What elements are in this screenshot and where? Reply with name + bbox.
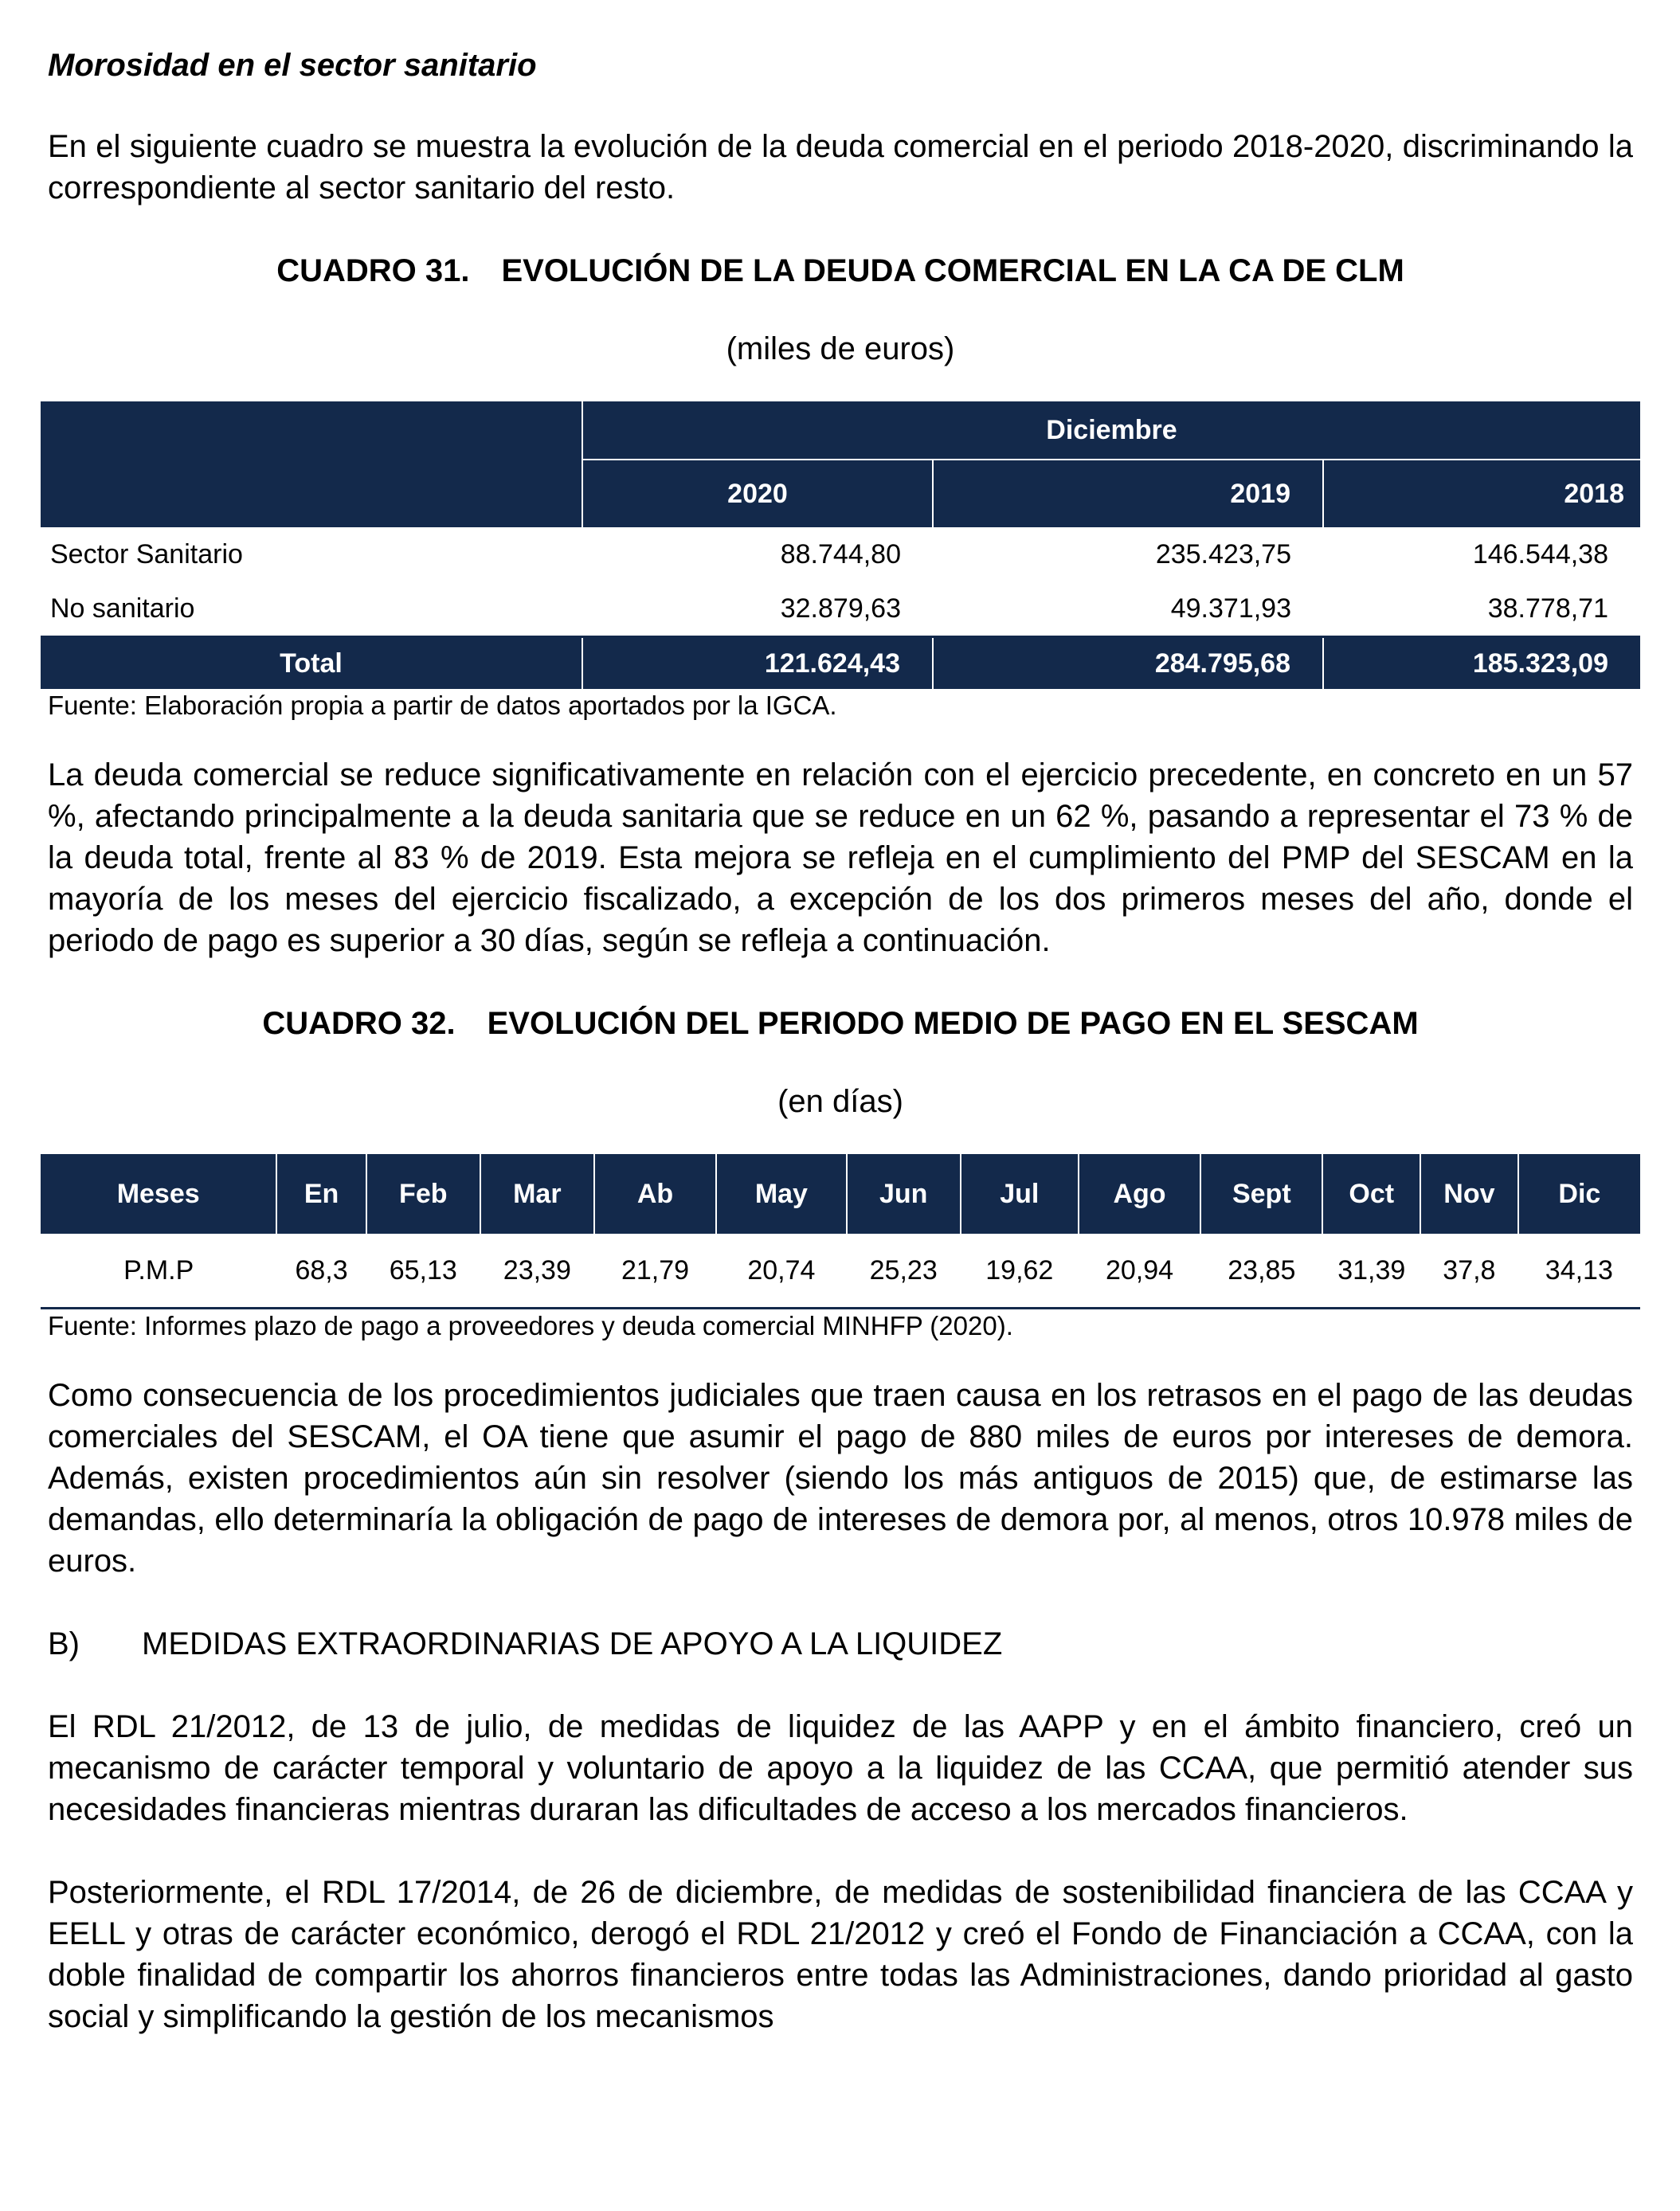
debt-table-header-years [41,460,1640,527]
table-cell: 88.744,80 [780,538,901,569]
paragraph-rdl-2012: El RDL 21/2012, de 13 de julio, de medidas de liquidez de las AAPP y en el ámbito financiero, creó un mecanismo de carácter temporal y voluntario de apoyo a la liquidez de las CCAA, que permitió atender sus necesidades financieras mientras duraran las dificultades de acceso a los mercados financieros. [48,1709,1633,1827]
section-title: Morosidad en el sector sanitario [48,48,537,83]
paragraph-interest: Como consecuencia de los procedimientos judiciales que traen causa en los retrasos en el pago de las deudas comerciales del SESCAM, el OA tiene que asumir el pago de 880 miles de euros por intereses de demora. Además, existen procedimientos aún sin resolver (siendo los más antiguos de 2015) que, de estimarse las demandas, ello determinaría la obligación de pago de intereses de demora por, al menos, otros 10.978 miles de euros. [48,1378,1633,1579]
month-header: Jun [847,1154,961,1234]
total-row [41,637,1640,690]
table-row [41,527,1640,581]
month-header: Mar [480,1154,594,1234]
debt-table-year: 2020 [582,460,933,527]
paragraph-debt-analysis: La deuda comercial se reduce significativamente en relación con el ejercicio precedente, en concreto en un 57 %, afectando principalmente a la deuda sanitaria que se reduce en un 62 %, pasando a representar el 73 % de la deuda total, frente al 83 % de 2019. Esta mejora se refleja en el cumplimiento del PMP del SESCAM en la mayoría de los meses del ejercicio fiscalizado, a excepción de los dos primeros meses del año, donde el periodo de pago es superior a 30 días, según se refleja a continuación. [48,757,1633,958]
cuadro32-title-text: EVOLUCIÓN DEL PERIODO MEDIO DE PAGO EN EL SESCAM [487,1006,1419,1041]
table-cell: 65,13 [366,1234,480,1309]
table-cell: 23,85 [1200,1234,1322,1309]
debt-table-corner-lower [41,460,582,527]
table-row [41,1234,1640,1309]
total-cell: 284.795,68 [933,637,1323,690]
month-header: Ab [594,1154,716,1234]
section-b-letter: B) [48,1626,80,1661]
month-header: Feb [366,1154,480,1234]
debt-table-corner [41,401,582,460]
row-label: No sanitario [50,593,195,624]
table-row [41,581,1640,637]
section-b-title: MEDIDAS EXTRAORDINARIAS DE APOYO A LA LIQUIDEZ [142,1626,1003,1661]
debt-table-year: 2019 [933,460,1323,527]
table-cell: 20,94 [1079,1234,1200,1309]
table-cell: 31,39 [1322,1234,1420,1309]
debt-table-year: 2018 [1323,460,1640,527]
table-cell: 23,39 [480,1234,594,1309]
table-cell: 19,62 [961,1234,1079,1309]
document-page [48,45,1633,2079]
month-header: Nov [1420,1154,1518,1234]
section-b-heading [48,1623,1633,1665]
total-cell: 185.323,09 [1323,637,1640,690]
month-header: Dic [1518,1154,1640,1234]
table-cell: 20,74 [716,1234,847,1309]
pmp-table-header [41,1154,1640,1234]
cuadro31-units: (miles de euros) [726,331,955,366]
month-header: May [716,1154,847,1234]
cuadro31-title-text: EVOLUCIÓN DE LA DEUDA COMERCIAL EN LA CA DE CLM [501,253,1404,288]
row-label: Sector Sanitario [50,538,243,569]
month-header: En [276,1154,366,1234]
pmp-table [41,1154,1640,1309]
table-cell: 21,79 [594,1234,716,1309]
table-cell: 37,8 [1420,1234,1518,1309]
table-cell: 49.371,93 [1170,593,1291,624]
cuadro31-number: CUADRO 31. [276,253,470,288]
table-cell: 34,13 [1518,1234,1640,1309]
pmp-header-months: Meses [116,1178,200,1209]
cuadro32-units: (en días) [777,1084,903,1119]
month-header: Ago [1079,1154,1200,1234]
month-header: Oct [1322,1154,1420,1234]
debt-table-group-header: Diciembre [582,401,1640,460]
total-cell: 121.624,43 [582,637,933,690]
cuadro31-source: Fuente: Elaboración propia a partir de datos aportados por la IGCA. [48,691,837,720]
paragraph-rdl-2014: Posteriormente, el RDL 17/2014, de 26 de diciembre, de medidas de sostenibilidad financiera de las CCAA y EELL y otras de carácter económico, derogó el RDL 21/2012 y creó el Fondo de Financiación a CCAA, con la doble finalidad de compartir los ahorros financieros entre todas las Administraciones, dando prioridad al gasto social y simplificando la gestión de los mecanismos [48,1875,1633,2034]
table-cell: 68,3 [276,1234,366,1309]
cuadro31-title [48,250,1633,292]
cuadro32-source: Fuente: Informes plazo de pago a proveedores y deuda comercial MINHFP (2020). [48,1311,1013,1340]
row-label: P.M.P [41,1234,276,1309]
month-header: Jul [961,1154,1079,1234]
cuadro32-title [48,1003,1633,1044]
table-cell: 32.879,63 [780,593,901,624]
debt-table-header-group [41,401,1640,460]
table-cell: 38.778,71 [1487,593,1608,624]
table-cell: 146.544,38 [1472,538,1608,569]
total-label: Total [280,648,343,679]
cuadro32-number: CUADRO 32. [262,1006,456,1041]
table-cell: 235.423,75 [1155,538,1291,569]
intro-paragraph: En el siguiente cuadro se muestra la evolución de la deuda comercial en el periodo 2018-2020, discriminando la correspondiente al sector sanitario del resto. [48,129,1633,205]
debt-table [41,401,1640,689]
table-cell: 25,23 [847,1234,961,1309]
month-header: Sept [1200,1154,1322,1234]
